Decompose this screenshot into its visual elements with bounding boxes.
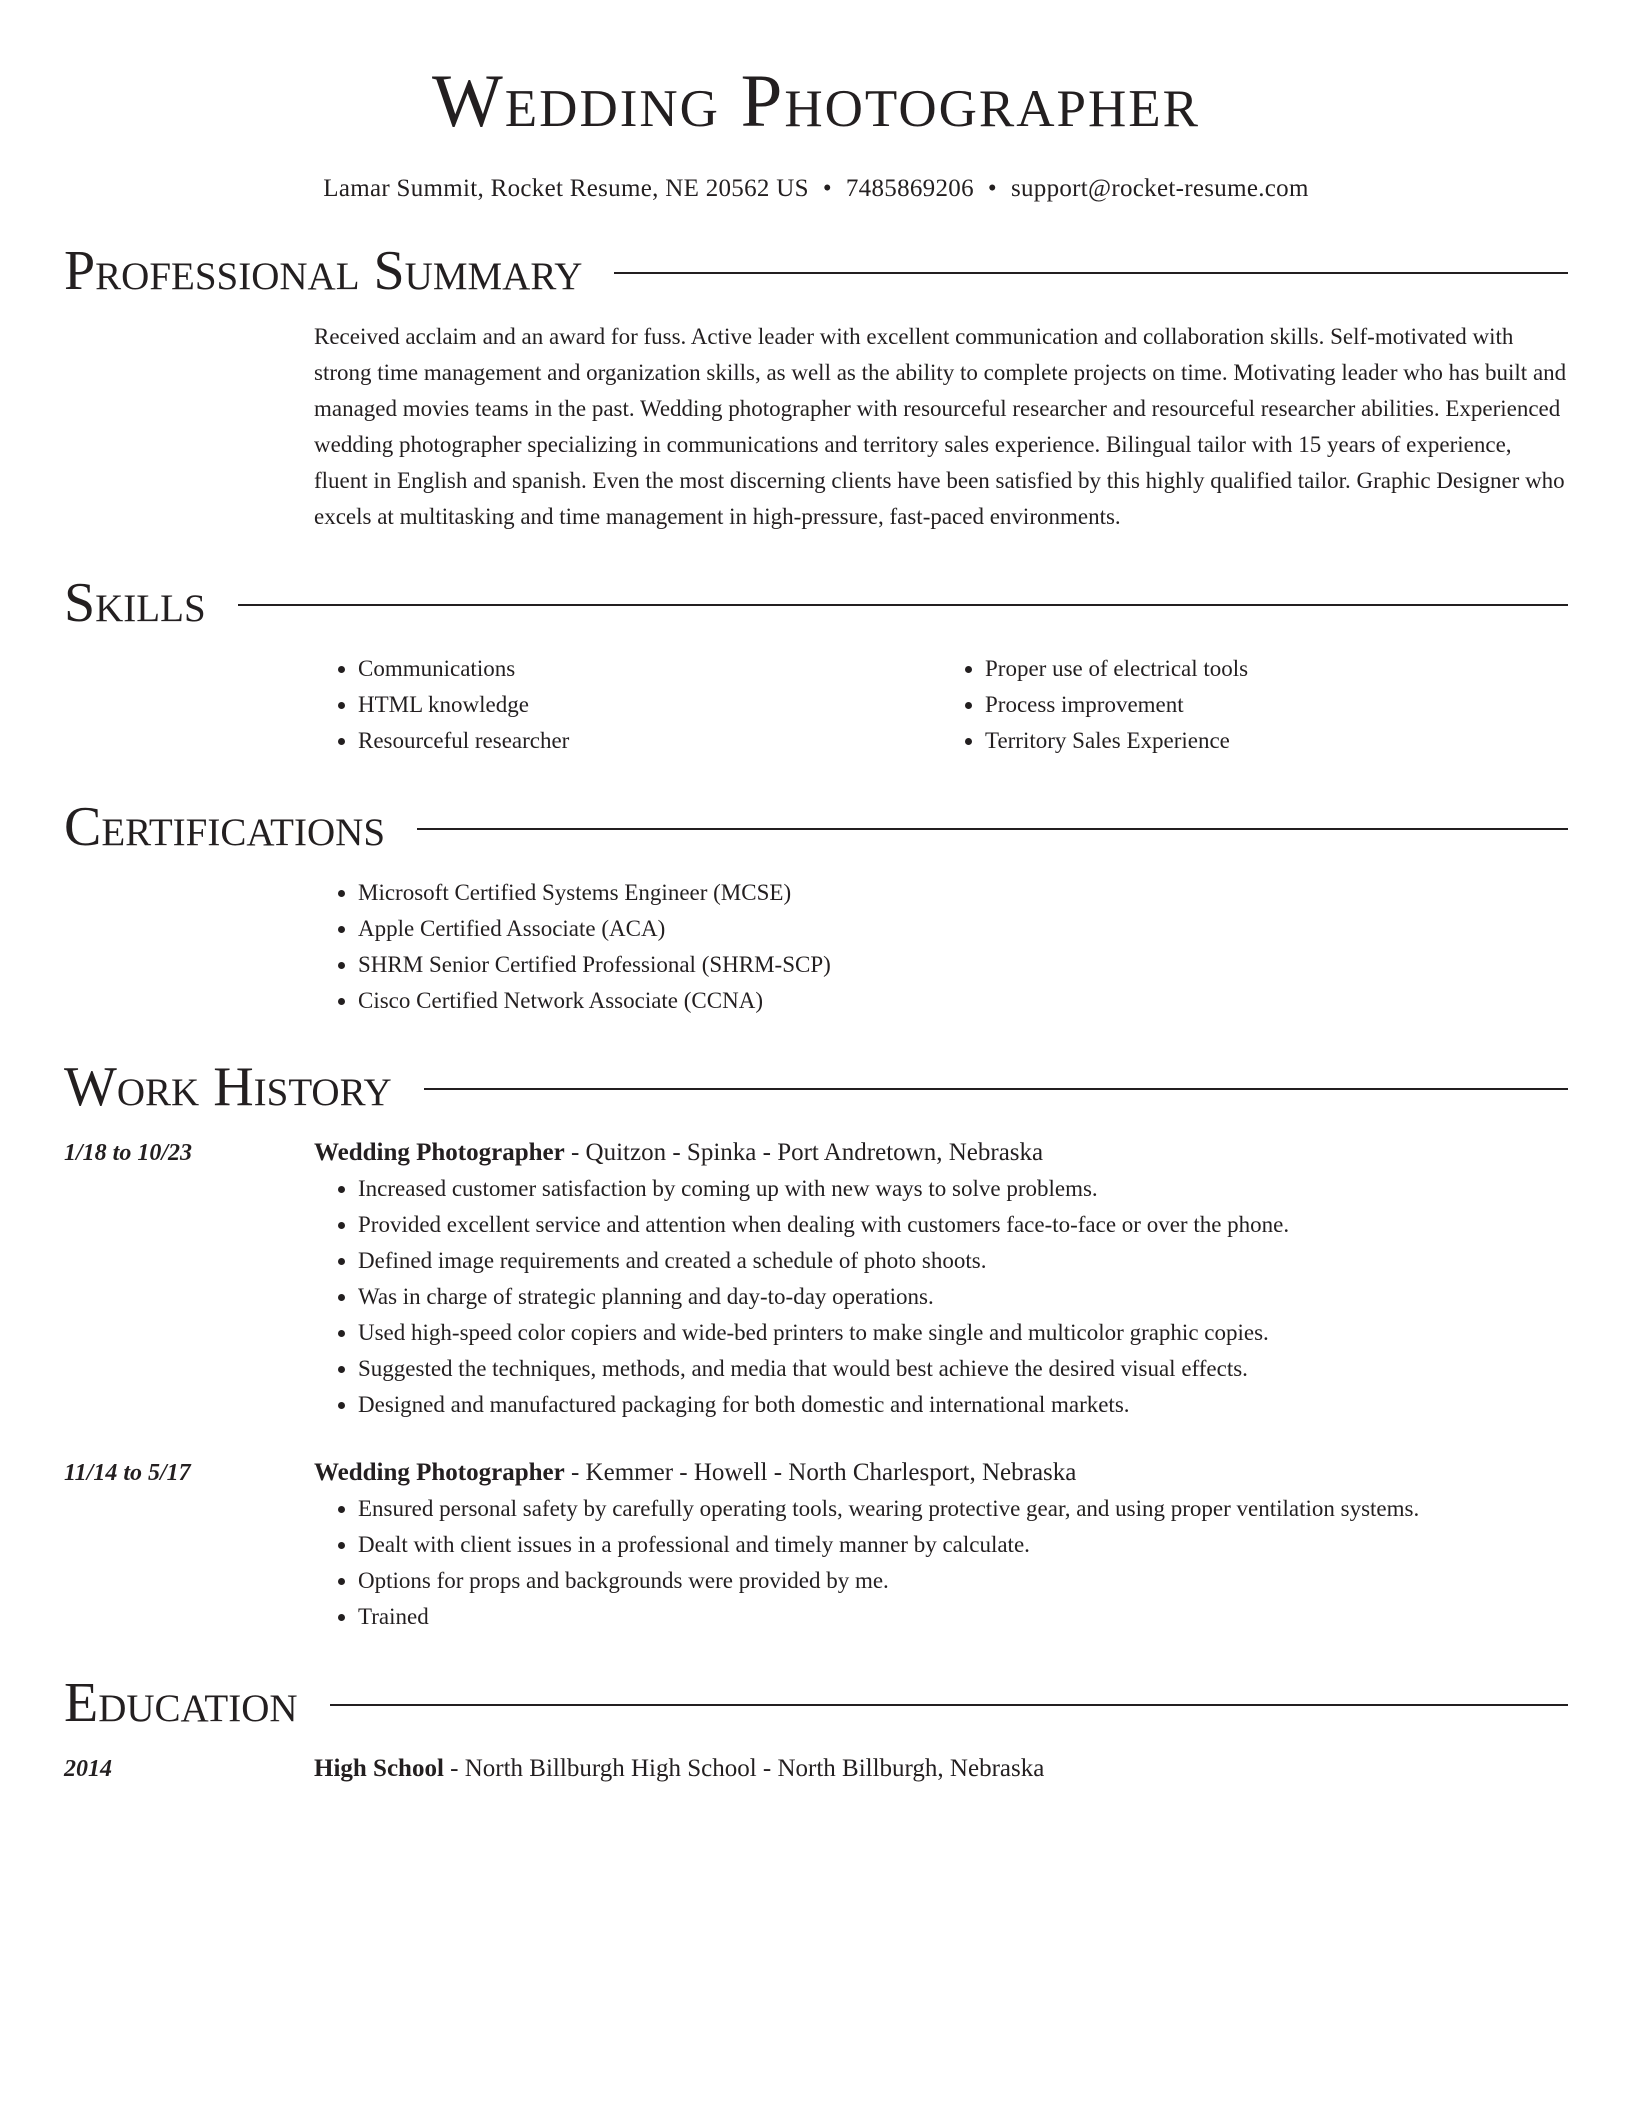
job-bullets [314,1171,1568,1423]
contact-separator: • [822,175,832,202]
summary-section-header [64,240,1568,302]
job-bullet: • Increased customer satisfaction by coming up with new ways to solve problems. [358,1171,1568,1207]
skill-item: • Territory Sales Experience [985,723,1568,759]
skills-column-right [941,651,1568,759]
job-bullet: • Defined image requirements and created a schedule of photo shoots. [358,1243,1568,1279]
job-entry [64,1135,1568,1423]
job-bullet: • Ensured personal safety by carefully operating tools, wearing protective gear, and using proper ventilation systems. [358,1491,1568,1527]
job-bullet: • Dealt with client issues in a professional and timely manner by calculate. [358,1527,1568,1563]
job-title: Wedding Photographer [314,1459,565,1486]
job-dates: 11/14 to 5/17 [64,1460,191,1486]
job-employer-location: - Kemmer - Howell - North Charlesport, Nebraska [564,1459,1077,1486]
certification-item: • Microsoft Certified Systems Engineer (MCSE) [358,875,1568,911]
skill-item: • Process improvement [985,687,1568,723]
job-details [314,1455,1568,1635]
contact-address: Lamar Summit, Rocket Resume, NE 20562 US [323,175,809,202]
job-bullet: • Designed and manufactured packaging for both domestic and international markets. [358,1387,1568,1423]
summary-text: Received acclaim and an award for fuss. Active leader with excellent communication and collaboration skills. Self-motivated with strong time management and organization skills, as well as the ability to complete projects on time. Motivating leader who has built and managed movies teams in the past. Wedding photographer with resourceful researcher and resourceful researcher abilities. Experienced wedding photographer specializing in communications and territory sales experience. Bilingual tailor with 15 years of experience, fluent in English and spanish. Even the most discerning clients have been satisfied by this highly qualified tailor. Graphic Designer who excels at multitasking and time management in high-pressure, fast-paced environments. [314,324,1567,529]
certifications-section-header [64,796,1568,858]
skill-item: • Proper use of electrical tools [985,651,1568,687]
contact-email: support@rocket-resume.com [1010,175,1309,202]
contact-line [64,175,1568,203]
certifications-heading: Certifications [64,796,386,858]
section-divider [424,1088,1568,1090]
education-school-location: - North Billburgh High School - North Billburgh, Nebraska [443,1755,1045,1782]
job-employer-location: - Quitzon - Spinka - Port Andretown, Nebraska [564,1139,1044,1166]
certification-item: • SHRM Senior Certified Professional (SHRM-SCP) [358,947,1568,983]
section-divider [614,272,1568,274]
job-entry [64,1455,1568,1635]
section-divider [417,828,1568,830]
education-line [314,1751,1568,1787]
section-divider [238,604,1568,606]
education-section-header [64,1672,1568,1734]
candidate-name: Wedding Photographer [432,60,1200,143]
job-bullets [314,1491,1568,1635]
skills-section-header [64,572,1568,634]
education-entry [64,1751,1568,1787]
job-bullet: • Was in charge of strategic planning and day-to-day operations. [358,1279,1568,1315]
job-title-line [314,1135,1568,1171]
education-degree: High School [314,1755,444,1782]
skills-column-left [314,651,941,759]
contact-separator: • [987,175,997,202]
skill-item: • Resourceful researcher [358,723,941,759]
certification-item: • Apple Certified Associate (ACA) [358,911,1568,947]
job-bullet: • Used high-speed color copiers and wide-bed printers to make single and multicolor graphic copies. [358,1315,1568,1351]
job-bullet: • Provided excellent service and attention when dealing with customers face-to-face or over the phone. [358,1207,1568,1243]
education-heading: Education [64,1672,298,1734]
skills-heading: Skills [64,572,206,634]
work-history-heading: Work History [64,1056,392,1118]
skills-grid [314,651,1568,759]
job-bullet: • Suggested the techniques, methods, and media that would best achieve the desired visual effects. [358,1351,1568,1387]
contact-phone: 7485869206 [845,175,974,202]
education-year: 2014 [64,1756,112,1782]
job-title: Wedding Photographer [314,1139,565,1166]
certifications-list [314,875,1568,1019]
job-dates: 1/18 to 10/23 [64,1140,193,1166]
summary-heading: Professional Summary [64,240,583,302]
work-history-section-header [64,1056,1568,1118]
job-bullet: • Trained [358,1599,1568,1635]
job-details [314,1135,1568,1423]
section-divider [330,1704,1568,1706]
certification-item: • Cisco Certified Network Associate (CCNA) [358,983,1568,1019]
job-title-line [314,1455,1568,1491]
education-details [314,1751,1568,1787]
job-bullet: • Options for props and backgrounds were provided by me. [358,1563,1568,1599]
skill-item: • HTML knowledge [358,687,941,723]
skill-item: • Communications [358,651,941,687]
